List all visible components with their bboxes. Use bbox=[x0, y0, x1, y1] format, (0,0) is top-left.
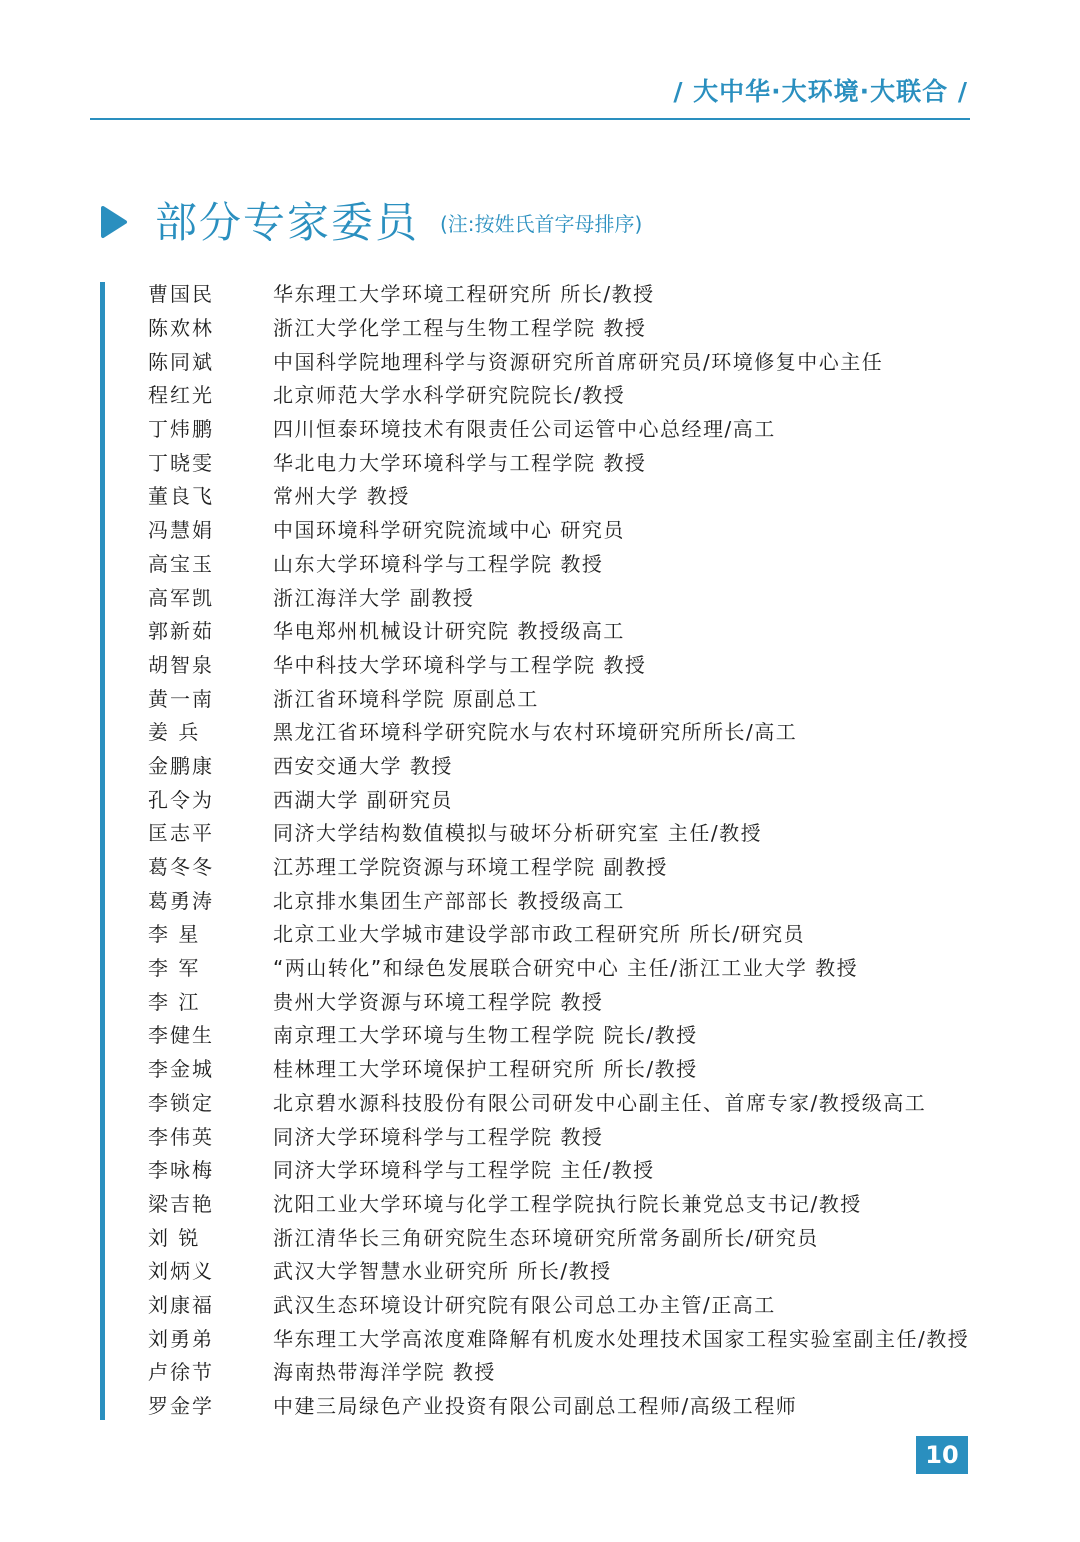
expert-affiliation: 浙江清华长三角研究院生态环境研究所常务副所长/研究员 bbox=[273, 1225, 819, 1250]
list-item bbox=[148, 1152, 978, 1186]
expert-name: 李 军 bbox=[148, 956, 201, 981]
list-item bbox=[148, 714, 978, 748]
expert-affiliation: 武汉大学智慧水业研究所 所长/教授 bbox=[273, 1259, 612, 1284]
expert-affiliation: 桂林理工大学环境保护工程研究所 所长/教授 bbox=[273, 1057, 698, 1082]
expert-affiliation: 中建三局绿色产业投资有限公司副总工程师/高级工程师 bbox=[273, 1394, 798, 1419]
expert-name: 董良飞 bbox=[148, 484, 214, 509]
expert-name: 刘勇弟 bbox=[148, 1326, 214, 1351]
expert-affiliation: 同济大学环境科学与工程学院 主任/教授 bbox=[273, 1158, 655, 1183]
expert-name: 孔令为 bbox=[148, 787, 214, 812]
list-item bbox=[148, 916, 978, 950]
list-item bbox=[148, 411, 978, 445]
list-item bbox=[148, 1253, 978, 1287]
play-icon bbox=[100, 205, 128, 239]
list-item bbox=[148, 377, 978, 411]
list-item bbox=[148, 1287, 978, 1321]
expert-name: 匡志平 bbox=[148, 821, 214, 846]
list-item bbox=[148, 512, 978, 546]
expert-name: 曹国民 bbox=[148, 282, 214, 307]
expert-name: 丁炜鹏 bbox=[148, 417, 214, 442]
header-divider bbox=[90, 118, 970, 120]
expert-affiliation: 同济大学结构数值模拟与破坏分析研究室 主任/教授 bbox=[273, 821, 763, 846]
expert-name: 胡智泉 bbox=[148, 652, 214, 677]
section-title: 部分专家委员 bbox=[155, 198, 420, 247]
expert-affiliation: 北京碧水源科技股份有限公司研发中心副主任、首席专家/教授级高工 bbox=[273, 1090, 927, 1115]
list-item bbox=[148, 1388, 978, 1422]
expert-affiliation: 浙江省环境科学院 原副总工 bbox=[273, 686, 539, 711]
expert-affiliation: 华电郑州机械设计研究院 教授级高工 bbox=[273, 619, 625, 644]
expert-affiliation: 江苏理工学院资源与环境工程学院 副教授 bbox=[273, 855, 668, 880]
list-item bbox=[148, 882, 978, 916]
expert-name: 李 星 bbox=[148, 922, 201, 947]
list-item bbox=[148, 1085, 978, 1119]
list-item bbox=[148, 613, 978, 647]
expert-affiliation: 浙江海洋大学 副教授 bbox=[273, 585, 475, 610]
list-item bbox=[148, 343, 978, 377]
expert-affiliation: 华北电力大学环境科学与工程学院 教授 bbox=[273, 450, 647, 475]
expert-affiliation: 南京理工大学环境与生物工程学院 院长/教授 bbox=[273, 1023, 698, 1048]
list-item bbox=[148, 444, 978, 478]
expert-affiliation: 西安交通大学 教授 bbox=[273, 753, 453, 778]
expert-affiliation: 北京工业大学城市建设学部市政工程研究所 所长/研究员 bbox=[273, 922, 806, 947]
list-item bbox=[148, 1354, 978, 1388]
list-item bbox=[148, 546, 978, 580]
expert-name: 刘 锐 bbox=[148, 1225, 201, 1250]
list-item bbox=[148, 849, 978, 883]
expert-affiliation: 西湖大学 副研究员 bbox=[273, 787, 453, 812]
expert-name: 卢徐节 bbox=[148, 1360, 214, 1385]
list-item bbox=[148, 1051, 978, 1085]
expert-name: 李伟英 bbox=[148, 1124, 214, 1149]
expert-name: 高军凯 bbox=[148, 585, 214, 610]
expert-affiliation: 同济大学环境科学与工程学院 教授 bbox=[273, 1124, 604, 1149]
expert-affiliation: 华东理工大学高浓度难降解有机废水处理技术国家工程实验室副主任/教授 bbox=[273, 1326, 970, 1351]
sort-note: (注:按姓氏首字母排序) bbox=[440, 212, 643, 236]
expert-name: 葛冬冬 bbox=[148, 855, 214, 880]
expert-name: 李咏梅 bbox=[148, 1158, 214, 1183]
expert-name: 李健生 bbox=[148, 1023, 214, 1048]
expert-affiliation: 华中科技大学环境科学与工程学院 教授 bbox=[273, 652, 647, 677]
expert-affiliation: 海南热带海洋学院 教授 bbox=[273, 1360, 496, 1385]
expert-name: 金鹏康 bbox=[148, 753, 214, 778]
expert-name: 郭新茹 bbox=[148, 619, 214, 644]
expert-affiliation: 黑龙江省环境科学研究院水与农村环境研究所所长/高工 bbox=[273, 720, 798, 745]
expert-affiliation: 武汉生态环境设计研究院有限公司总工办主管/正高工 bbox=[273, 1292, 776, 1317]
list-item bbox=[148, 1320, 978, 1354]
list-item bbox=[148, 815, 978, 849]
header-slogan: / 大中华·大环境·大联合 / bbox=[673, 77, 968, 106]
expert-name: 葛勇涛 bbox=[148, 888, 214, 913]
expert-affiliation: 浙江大学化学工程与生物工程学院 教授 bbox=[273, 316, 647, 341]
list-item bbox=[148, 579, 978, 613]
expert-affiliation: 北京师范大学水科学研究院院长/教授 bbox=[273, 383, 626, 408]
list-item bbox=[148, 680, 978, 714]
expert-affiliation: 四川恒泰环境技术有限责任公司运管中心总经理/高工 bbox=[273, 417, 776, 442]
list-item bbox=[148, 276, 978, 310]
list-item bbox=[148, 1186, 978, 1220]
expert-affiliation: 沈阳工业大学环境与化学工程学院执行院长兼党总支书记/教授 bbox=[273, 1191, 862, 1216]
expert-affiliation: 山东大学环境科学与工程学院 教授 bbox=[273, 551, 604, 576]
list-item bbox=[148, 748, 978, 782]
expert-affiliation: 中国科学院地理科学与资源研究所首席研究员/环境修复中心主任 bbox=[273, 349, 884, 374]
list-item bbox=[148, 310, 978, 344]
expert-name: 刘炳义 bbox=[148, 1259, 214, 1284]
expert-affiliation: 中国环境科学研究院流域中心 研究员 bbox=[273, 518, 625, 543]
page-number: 10 bbox=[916, 1436, 968, 1474]
list-accent-bar bbox=[100, 282, 105, 1420]
expert-name: 李锁定 bbox=[148, 1090, 214, 1115]
expert-name: 高宝玉 bbox=[148, 551, 214, 576]
expert-name: 梁吉艳 bbox=[148, 1191, 214, 1216]
expert-name: 姜 兵 bbox=[148, 720, 201, 745]
expert-name: 罗金学 bbox=[148, 1394, 214, 1419]
expert-name: 程红光 bbox=[148, 383, 214, 408]
expert-name: 冯慧娟 bbox=[148, 518, 214, 543]
expert-name: 黄一南 bbox=[148, 686, 214, 711]
list-item bbox=[148, 950, 978, 984]
expert-affiliation: 贵州大学资源与环境工程学院 教授 bbox=[273, 989, 604, 1014]
expert-affiliation: “两山转化”和绿色发展联合研究中心 主任/浙江工业大学 教授 bbox=[273, 956, 859, 981]
expert-affiliation: 常州大学 教授 bbox=[273, 484, 410, 509]
expert-name: 李金城 bbox=[148, 1057, 214, 1082]
list-item bbox=[148, 781, 978, 815]
expert-name: 陈同斌 bbox=[148, 349, 214, 374]
list-item bbox=[148, 983, 978, 1017]
expert-name: 丁晓雯 bbox=[148, 450, 214, 475]
expert-affiliation: 北京排水集团生产部部长 教授级高工 bbox=[273, 888, 625, 913]
expert-name: 李 江 bbox=[148, 989, 201, 1014]
expert-list bbox=[148, 276, 978, 1421]
list-item bbox=[148, 478, 978, 512]
list-item bbox=[148, 647, 978, 681]
expert-name: 刘康福 bbox=[148, 1292, 214, 1317]
expert-name: 陈欢林 bbox=[148, 316, 214, 341]
expert-affiliation: 华东理工大学环境工程研究所 所长/教授 bbox=[273, 282, 655, 307]
list-item bbox=[148, 1017, 978, 1051]
list-item bbox=[148, 1118, 978, 1152]
list-item bbox=[148, 1219, 978, 1253]
